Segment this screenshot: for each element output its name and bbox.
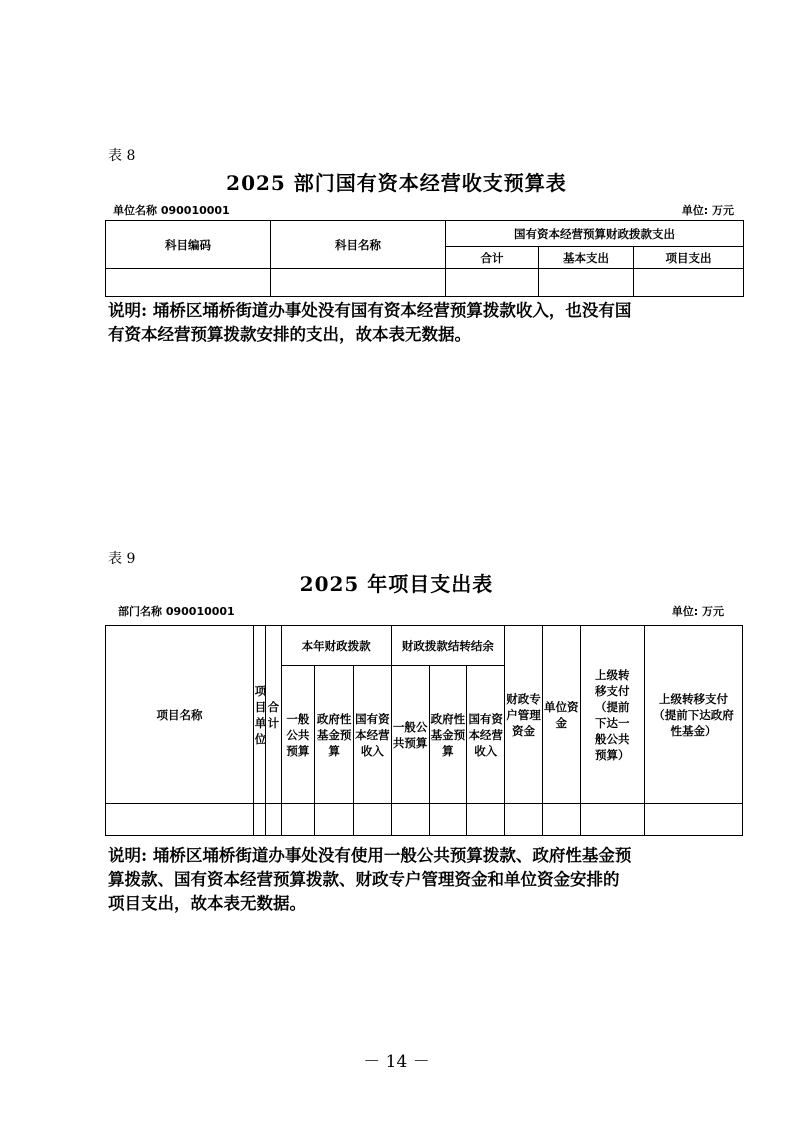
header-upper-transfer-general: 上级转移支付（提前下达一般公共预算） — [580, 626, 644, 804]
table9-dept-name: 部门名称 090010001 — [118, 605, 235, 618]
header-total: 合计 — [266, 626, 281, 804]
table8-unit-name: 单位名称 090010001 — [113, 204, 230, 217]
header-unit-fund: 单位资金 — [542, 626, 580, 804]
table8-unit: 单位: 万元 — [681, 204, 734, 217]
table8-tag: 表 8 — [108, 148, 136, 164]
header-special-fund: 财政专户管理资金 — [505, 626, 543, 804]
table9-title: 2025 年项目支出表 — [299, 572, 494, 596]
header-carryover-gov-fund: 政府性基金预算 — [429, 666, 467, 804]
header-subject-code: 科目编码 — [106, 221, 271, 269]
table9-tag: 表 9 — [108, 551, 136, 567]
table9-note-line2: 算拨款、国有资本经营预算拨款、财政专户管理资金和单位资金安排的 — [108, 870, 620, 889]
table-row — [106, 804, 743, 836]
page-number: － 14 － — [363, 1052, 430, 1072]
header-project-expenditure: 项目支出 — [634, 247, 744, 269]
table8-grid — [105, 220, 744, 297]
header-project-name: 项目名称 — [106, 626, 254, 804]
table9-note-line1: 说明: 埇桥区埇桥街道办事处没有使用一般公共预算拨款、政府性基金预 — [108, 846, 632, 865]
header-current-state-capital: 国有资本经营收入 — [353, 666, 391, 804]
table8-title: 2025 部门国有资本经营收支预算表 — [226, 171, 567, 195]
header-upper-transfer-fund: 上级转移支付（提前下达政府性基金） — [644, 626, 742, 804]
header-state-capital-expenditure: 国有资本经营预算财政拨款支出 — [446, 221, 744, 247]
header-current-general-budget: 一般公共预算 — [281, 666, 315, 804]
table9-unit: 单位: 万元 — [671, 605, 724, 618]
table9-note-line3: 项目支出，故本表无数据。 — [108, 894, 306, 913]
header-total: 合计 — [446, 247, 539, 269]
table8-note-line2: 有资本经营预算拨款安排的支出，故本表无数据。 — [108, 325, 471, 344]
header-carryover-general-budget: 一般公共预算 — [391, 666, 429, 804]
header-current-gov-fund: 政府性基金预算 — [315, 666, 354, 804]
table-row — [106, 269, 744, 297]
table8-note-line1: 说明: 埇桥区埇桥街道办事处没有国有资本经营预算拨款收入，也没有国 — [108, 301, 632, 320]
header-carryover-state-capital: 国有资本经营收入 — [467, 666, 505, 804]
table9-grid — [105, 625, 743, 836]
header-basic-expenditure: 基本支出 — [539, 247, 634, 269]
header-current-year-appropriation: 本年财政拨款 — [281, 626, 391, 666]
header-subject-name: 科目名称 — [271, 221, 446, 269]
header-project-unit: 项目单位 — [254, 626, 266, 804]
header-carryover: 财政拨款结转结余 — [391, 626, 504, 666]
